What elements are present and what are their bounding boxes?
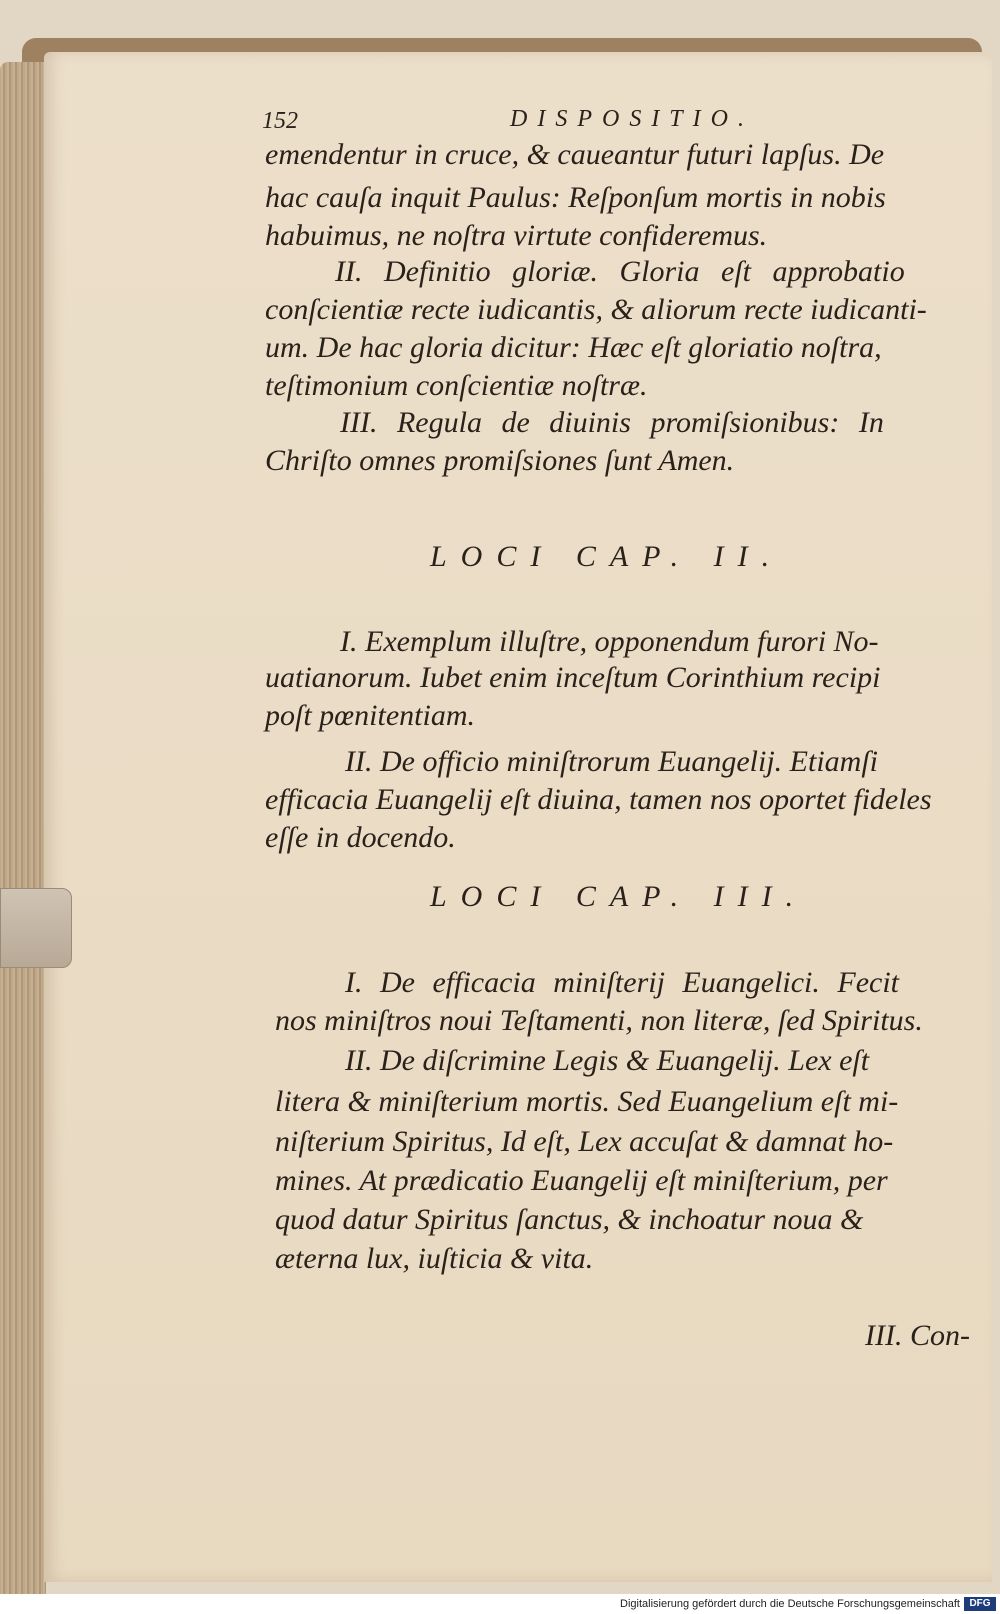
book-page-stack (0, 62, 46, 1607)
text-line: II. Definitio gloriæ. Gloria eſt approbatio (335, 255, 905, 288)
text-line: emendentur in cruce, & caueantur futuri lapſus. De (265, 138, 885, 171)
section-heading: LOCI CAP. III. (430, 880, 808, 913)
text-line: Chriſto omnes promiſsiones ſunt Amen. (265, 444, 735, 477)
text-line: hac cauſa inquit Paulus: Reſponſum mortis in nobis (265, 181, 886, 214)
text-line: mines. At prædicatio Euangelij eſt miniſterium, per (275, 1164, 888, 1197)
text-line: uatianorum. Iubet enim inceſtum Corinthium recipi (265, 661, 881, 694)
text-line: niſterium Spiritus, Id eſt, Lex accuſat & damnat ho- (275, 1125, 894, 1158)
text-line: litera & miniſterium mortis. Sed Euangelium eſt mi- (275, 1085, 899, 1118)
text-line: poſt pœnitentiam. (265, 699, 475, 732)
text-line: I. De efficacia miniſterij Euangelici. Fecit (345, 966, 900, 999)
text-line: II. De officio miniſtrorum Euangelij. Etiamſi (345, 745, 878, 778)
text-line: æterna lux, iuſticia & vita. (275, 1242, 594, 1275)
running-title: DISPOSITIO. (510, 106, 754, 132)
section-heading: LOCI CAP. II. (430, 540, 784, 573)
book-clamp (0, 888, 72, 968)
text-line: conſcientiæ recte iudicantis, & aliorum recte iudicanti- (265, 293, 927, 326)
running-head (262, 102, 952, 132)
text-line: teſtimonium conſcientiæ noſtræ. (265, 369, 648, 402)
text-line: efficacia Euangelij eſt diuina, tamen nos oportet fideles (265, 783, 932, 816)
text-line: nos miniſtros noui Teſtamenti, non literæ, ſed Spiritus. (275, 1004, 923, 1037)
text-line: eſſe in docendo. (265, 821, 456, 854)
catchword: III. Con- (865, 1319, 970, 1352)
text-line: quod datur Spiritus ſanctus, & inchoatur noua & (275, 1203, 864, 1236)
text-line: III. Regula de diuinis promiſsionibus: In (340, 406, 884, 439)
text-line: II. De diſcrimine Legis & Euangelij. Lex eſt (345, 1044, 870, 1077)
text-line: I. Exemplum illuſtre, opponendum furori No- (340, 625, 879, 658)
digitization-credit: Digitalisierung gefördert durch die Deutsche Forschungsgemeinschaft (620, 1598, 960, 1610)
text-line: um. De hac gloria dicitur: Hæc eſt gloriatio noſtra, (265, 331, 882, 364)
page-number: 152 (262, 108, 298, 134)
text-line: habuimus, ne noſtra virtute confideremus. (265, 219, 768, 252)
dfg-logo: DFG (964, 1597, 996, 1611)
